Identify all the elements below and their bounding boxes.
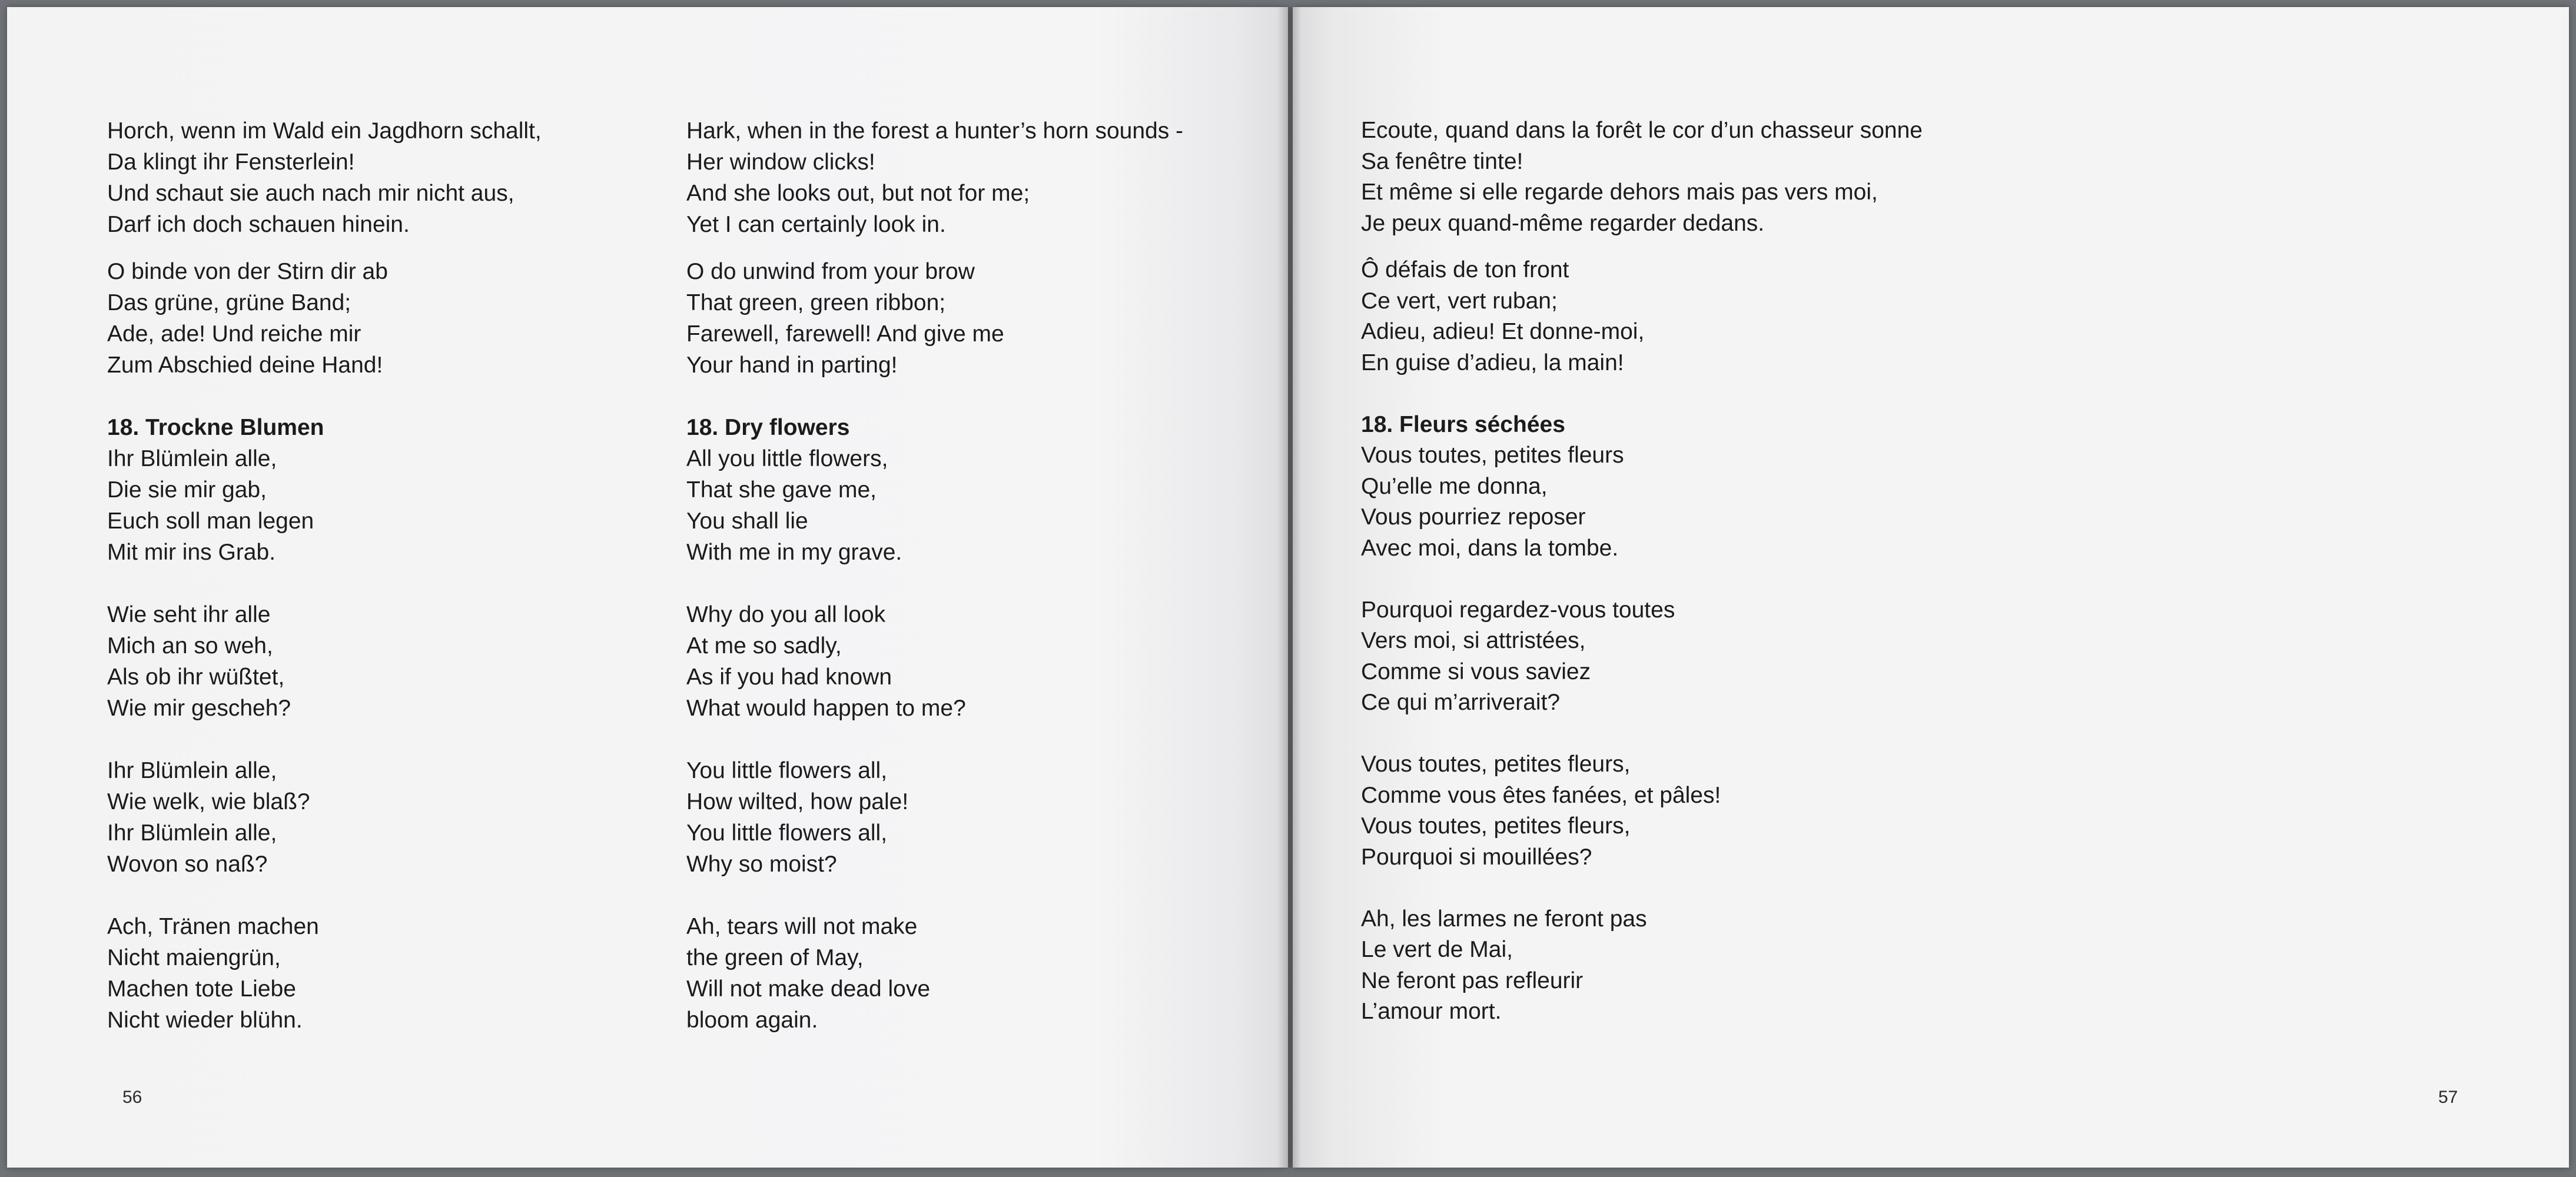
text-line: Vers moi, si attristées, bbox=[1361, 628, 1586, 653]
text-line: At me so sadly, bbox=[686, 633, 842, 659]
text-line: Nicht maiengrün, bbox=[107, 945, 281, 970]
text-line: Vous toutes, petites fleurs, bbox=[1361, 752, 1631, 777]
stanza-gap bbox=[107, 568, 542, 599]
text-line: O binde von der Stirn dir ab bbox=[107, 259, 388, 284]
text-line: Mich an so weh, bbox=[107, 633, 273, 659]
text-line: Wie mir gescheh? bbox=[107, 696, 291, 721]
text-line: Why so moist? bbox=[686, 852, 837, 877]
stanza-gap bbox=[107, 880, 542, 911]
text-line: Pourquoi si mouillées? bbox=[1361, 844, 1592, 870]
text-line: Wie welk, wie blaß? bbox=[107, 789, 310, 814]
text-line: Sa fenêtre tinte! bbox=[1361, 148, 1523, 174]
text-line: Die sie mir gab, bbox=[107, 477, 267, 503]
text-line: Euch soll man legen bbox=[107, 508, 314, 534]
text-line: Avec moi, dans la tombe. bbox=[1361, 535, 1619, 561]
text-line: You little flowers all, bbox=[686, 758, 888, 783]
text-line: Yet I can certainly look in. bbox=[686, 212, 946, 237]
text-line: Comme vous êtes fanées, et pâles! bbox=[1361, 782, 1721, 808]
text-line: Ô défais de ton front bbox=[1361, 257, 1569, 282]
stanza-gap bbox=[107, 724, 542, 755]
text-line: That green, green ribbon; bbox=[686, 290, 946, 315]
text-line: What would happen to me? bbox=[686, 696, 966, 721]
text-line: L’amour mort. bbox=[1361, 999, 1502, 1024]
stanza-gap bbox=[107, 381, 542, 412]
text-line: Wie seht ihr alle bbox=[107, 602, 271, 627]
text-line: bloom again. bbox=[686, 1008, 818, 1033]
text-line: Qu’elle me donna, bbox=[1361, 473, 1548, 499]
text-line: Your hand in parting! bbox=[686, 353, 898, 378]
text-line: Je peux quand-même regarder dedans. bbox=[1361, 210, 1765, 236]
text-line: En guise d’adieu, la main! bbox=[1361, 350, 1624, 375]
french-text-column bbox=[1361, 115, 1923, 1028]
text-line: Nicht wieder blühn. bbox=[107, 1008, 303, 1033]
stanza-gap bbox=[686, 381, 1183, 412]
text-line: Will not make dead love bbox=[686, 976, 931, 1002]
text-line: Comme si vous saviez bbox=[1361, 659, 1591, 684]
text-line: Machen tote Liebe bbox=[107, 976, 296, 1002]
stanza-gap bbox=[1361, 239, 1923, 255]
text-line: All you little flowers, bbox=[686, 446, 888, 471]
text-line: Zum Abschied deine Hand! bbox=[107, 353, 383, 378]
song-heading: 18. Trockne Blumen bbox=[107, 415, 324, 440]
text-line: How wilted, how pale! bbox=[686, 789, 909, 814]
stanza-gap bbox=[686, 240, 1183, 256]
text-line: Why do you all look bbox=[686, 602, 886, 627]
song-heading: 18. Dry flowers bbox=[686, 415, 850, 440]
text-line: Farewell, farewell! And give me bbox=[686, 321, 1004, 347]
text-line: Ce vert, vert ruban; bbox=[1361, 288, 1558, 314]
text-line: Ach, Tränen machen bbox=[107, 914, 319, 939]
song-heading: 18. Fleurs séchées bbox=[1361, 411, 1565, 437]
stanza-gap bbox=[686, 724, 1183, 755]
text-line: With me in my grave. bbox=[686, 540, 902, 565]
text-line: Her window clicks! bbox=[686, 149, 875, 175]
text-line: Ecoute, quand dans la forêt le cor d’un chasseur sonne bbox=[1361, 118, 1923, 143]
text-line: Ah, tears will not make bbox=[686, 914, 918, 939]
text-line: Vous toutes, petites fleurs, bbox=[1361, 813, 1631, 839]
stanza-gap bbox=[1361, 719, 1923, 750]
stanza-gap bbox=[107, 240, 542, 256]
text-line: Vous toutes, petites fleurs bbox=[1361, 443, 1624, 468]
stanza-gap bbox=[1361, 378, 1923, 410]
text-line: Ihr Blümlein alle, bbox=[107, 446, 277, 471]
text-line: Mit mir ins Grab. bbox=[107, 540, 276, 565]
text-line: Ce qui m’arriverait? bbox=[1361, 690, 1561, 715]
text-line: O do unwind from your brow bbox=[686, 259, 975, 284]
text-line: As if you had known bbox=[686, 664, 892, 690]
stanza-gap bbox=[686, 568, 1183, 599]
text-line: Adieu, adieu! Et donne-moi, bbox=[1361, 319, 1645, 344]
page-number-right: 57 bbox=[2438, 1088, 2458, 1107]
text-line: Ade, ade! Und reiche mir bbox=[107, 321, 361, 347]
text-line: You little flowers all, bbox=[686, 820, 888, 846]
text-line: Vous pourriez reposer bbox=[1361, 504, 1586, 530]
text-line: Als ob ihr wüßtet, bbox=[107, 664, 285, 690]
text-line: Ihr Blümlein alle, bbox=[107, 820, 277, 846]
text-line: the green of May, bbox=[686, 945, 864, 970]
text-line: Wovon so naß? bbox=[107, 852, 268, 877]
stanza-gap bbox=[1361, 564, 1923, 595]
text-line: Und schaut sie auch nach mir nicht aus, bbox=[107, 181, 514, 206]
text-line: Horch, wenn im Wald ein Jagdhorn schallt, bbox=[107, 118, 542, 144]
text-line: Le vert de Mai, bbox=[1361, 937, 1513, 962]
text-line: Et même si elle regarde dehors mais pas vers moi, bbox=[1361, 179, 1878, 205]
text-line: Da klingt ihr Fensterlein! bbox=[107, 149, 355, 175]
text-line: And she looks out, but not for me; bbox=[686, 181, 1030, 206]
text-line: That she gave me, bbox=[686, 477, 877, 503]
german-text-column bbox=[107, 115, 542, 1036]
text-line: Hark, when in the forest a hunter’s horn sounds - bbox=[686, 118, 1184, 144]
text-line: Ihr Blümlein alle, bbox=[107, 758, 277, 783]
book-gutter bbox=[1277, 7, 1301, 1168]
stanza-gap bbox=[686, 880, 1183, 911]
text-line: Darf ich doch schauen hinein. bbox=[107, 212, 410, 237]
page-number-left: 56 bbox=[122, 1088, 142, 1107]
text-line: Das grüne, grüne Band; bbox=[107, 290, 351, 315]
stanza-gap bbox=[1361, 873, 1923, 904]
english-text-column bbox=[686, 115, 1183, 1036]
text-line: Ne feront pas refleurir bbox=[1361, 967, 1584, 993]
text-line: Ah, les larmes ne feront pas bbox=[1361, 906, 1647, 932]
text-line: You shall lie bbox=[686, 508, 808, 534]
text-line: Pourquoi regardez-vous toutes bbox=[1361, 597, 1675, 623]
